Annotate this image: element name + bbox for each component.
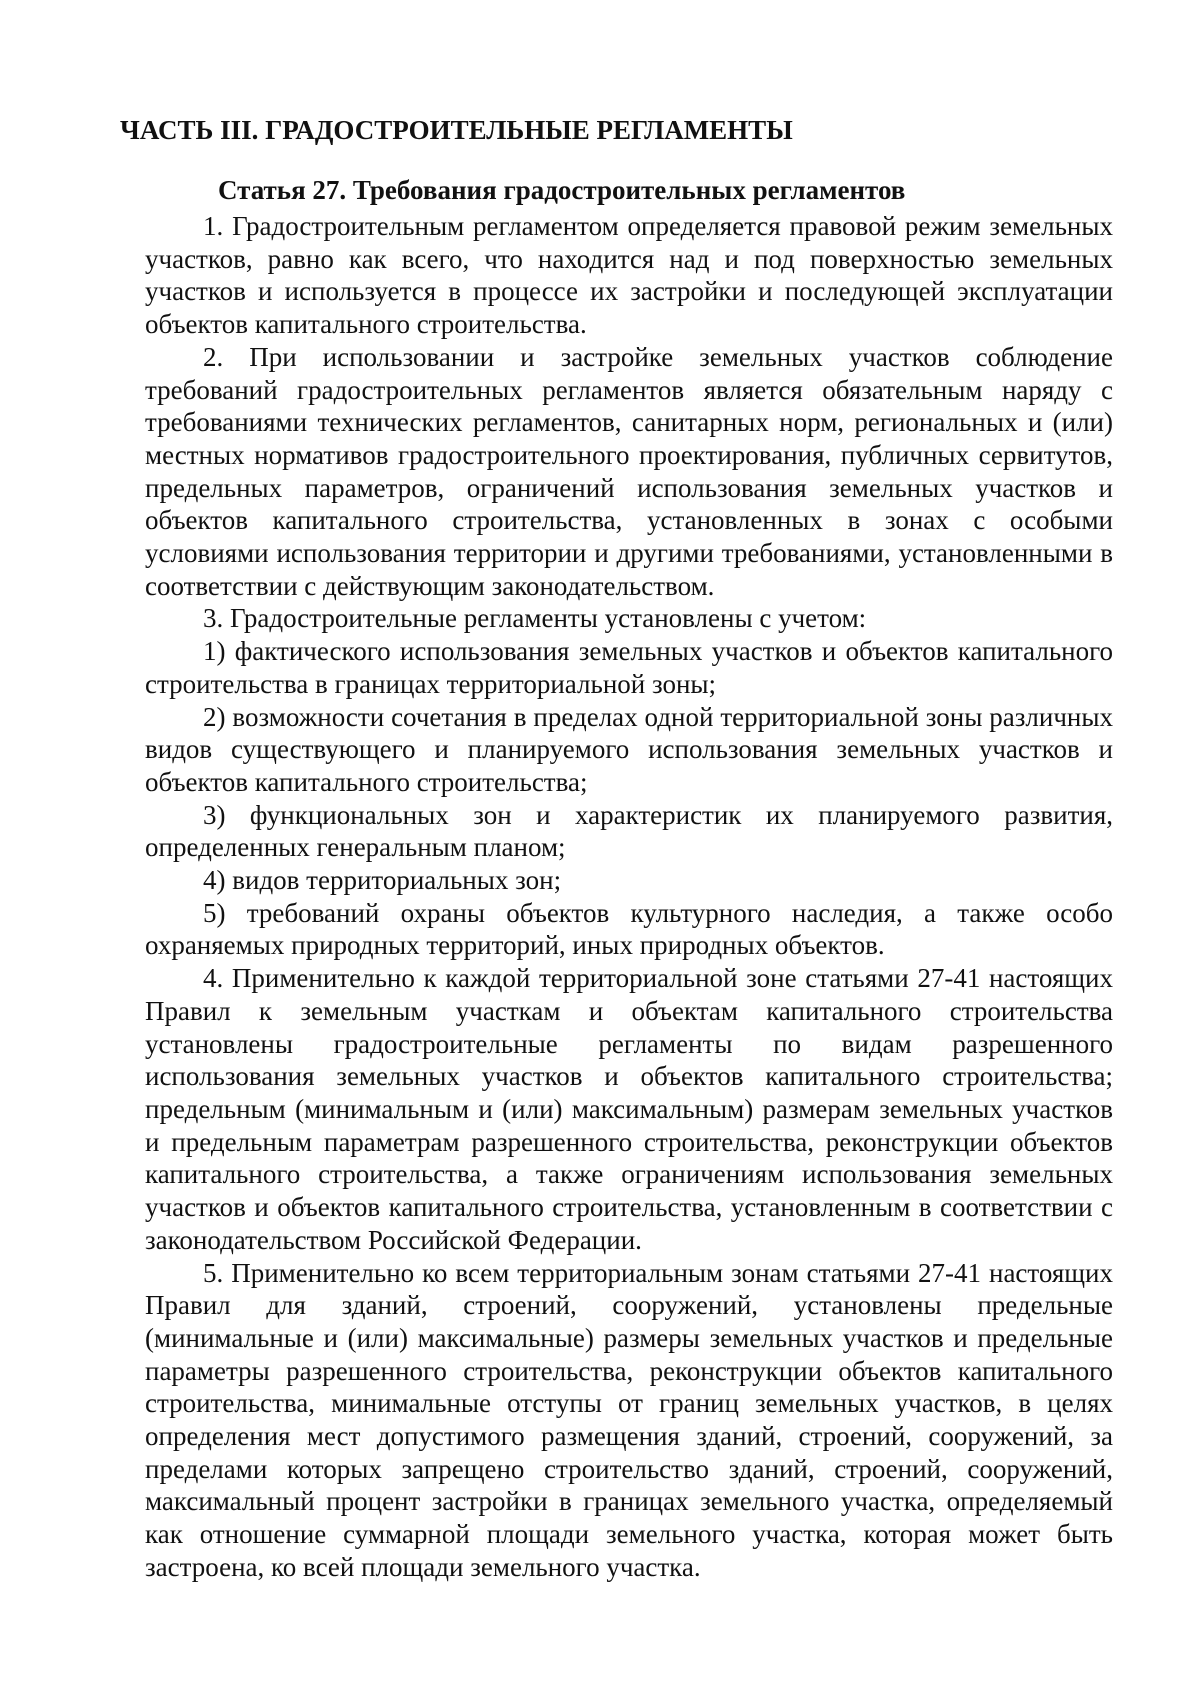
paragraph-3-item-3: 3) функциональных зон и характеристик их планируемого развития, определенных генеральным планом; <box>145 799 1113 863</box>
paragraph-3-item-2: 2) возможности сочетания в пределах одной территориальной зоны различных видов существующего и планируемого использования земельных участков и объектов капитального строительства; <box>145 701 1113 797</box>
paragraph-1: 1. Градостроительным регламентом определяется правовой режим земельных участков, равно как всего, что находится над и под поверхностью земельных участков и используется в процессе их застройки и последующей эксплуатации объектов капитального строительства. <box>145 211 1113 340</box>
article-body <box>145 210 1113 1584</box>
article-title: Статья 27. Требования градостроительных регламентов <box>218 175 906 205</box>
paragraph-3: 3. Градостроительные регламенты установлены с учетом: <box>203 603 867 634</box>
paragraph-2: 2. При использовании и застройке земельных участков соблюдение требований градостроительных регламентов является обязательным наряду с требованиями технических регламентов, санитарных норм, региональных и (или) местных нормативов градостроительного проектирования, публичных сервитутов, предельных параметров, ограничений использования земельных участков и объектов капитального строительства, установленных в зонах с особыми условиями использования территории и другими требованиями, установленными в соответствии с действующим законодательством. <box>145 341 1113 601</box>
part-title: ЧАСТЬ III. ГРАДОСТРОИТЕЛЬНЫЕ РЕГЛАМЕНТЫ <box>120 115 793 145</box>
paragraph-4: 4. Применительно к каждой территориальной зоне статьями 27-41 настоящих Правил к земельным участкам и объектам капитального строительства установлены градостроительные регламенты по видам разрешенного использования земельных участков и объектов капитального строительства; предельным (минимальным и (или) максимальным) размерам земельных участков и предельным параметрам разрешенного строительства, реконструкции объектов капитального строительства, а также ограничениям использования земельных участков и объектов капитального строительства, установленным в соответствии с законодательством Российской Федерации. <box>145 963 1113 1255</box>
paragraph-5: 5. Применительно ко всем территориальным зонам статьями 27-41 настоящих Правил для зданий, строений, сооружений, установлены предельные (минимальные и (или) максимальные) размеры земельных участков и предельные параметры разрешенного строительства, реконструкции объектов капитального строительства, минимальные отступы от границ земельных участков, в целях определения мест допустимого размещения зданий, строений, сооружений, за пределами которых запрещено строительство зданий, строений, сооружений, максимальный процент застройки в границах земельного участка, определяемый как отношение суммарной площади земельного участка, которая может быть застроена, ко всей площади земельного участка. <box>145 1257 1113 1582</box>
paragraph-3-item-1: 1) фактического использования земельных участков и объектов капитального строительства в границах территориальной зоны; <box>145 636 1113 699</box>
paragraph-3-item-5: 5) требований охраны объектов культурного наследия, а также особо охраняемых природных территорий, иных природных объектов. <box>145 897 1113 961</box>
paragraph-3-item-4: 4) видов территориальных зон; <box>203 865 562 896</box>
